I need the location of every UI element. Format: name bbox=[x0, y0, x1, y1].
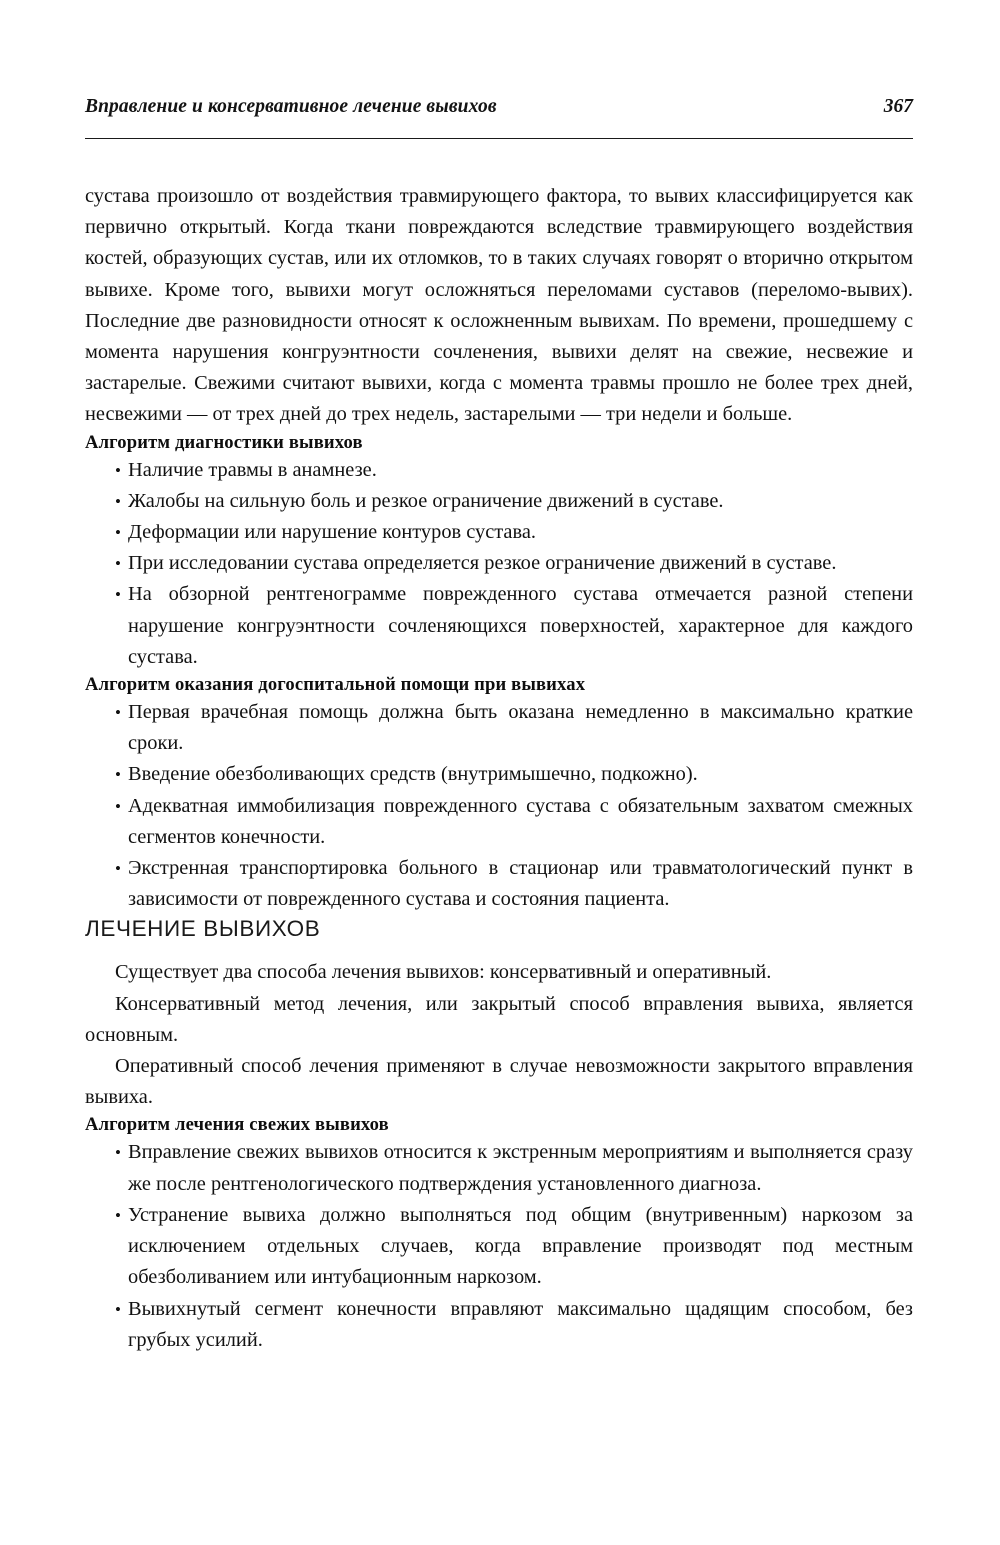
running-header-title: Вправление и консервативное лечение вывихов bbox=[85, 96, 497, 117]
treatment-paragraph: Оперативный способ лечения применяют в случае невозможности закрытого вправления вывиха. bbox=[85, 1055, 913, 1109]
heading-diagnostics-algorithm: Алгоритм диагностики вывихов bbox=[85, 431, 363, 453]
treatment-paragraphs bbox=[85, 957, 913, 1113]
treatment-paragraph: Консервативный метод лечения, или закрытый способ вправления вывиха, является основным. bbox=[85, 992, 913, 1046]
list-item: • Наличие травмы в анамнезе. bbox=[85, 455, 913, 486]
heading-prehospital-care-algorithm: Алгоритм оказания догоспитальной помощи при вывихах bbox=[85, 674, 586, 696]
heading-treatment-of-dislocations: ЛЕЧЕНИЕ ВЫВИХОВ bbox=[85, 916, 321, 942]
page-content bbox=[85, 0, 913, 1356]
opening-paragraph: сустава произошло от воздействия травмирующего фактора, то вывих классифицируется как первично открытый. Когда ткани повреждаются вследствие травмирующего воздействия костей, образующих сустав, или их отломков, то в таких случаях говорят о вторично открытом вывихе. Кроме того, вывихи могут осложняться переломами суставов (переломо-вывих). Последние две разновидности относят к осложненным вывихам. По времени, прошедшему с момента нарушения конгруэнтности сочленения, вывихи делят на свежие, несвежие и застарелые. Свежими считают вывихи, когда с момента травмы прошло не более трех дней, несвежими — от трех дней до трех недель, застарелыми — три недели и больше. bbox=[85, 185, 913, 426]
page-number: 367 bbox=[883, 96, 913, 117]
treatment-paragraph: Существует два способа лечения вывихов: консервативный и оперативный. bbox=[115, 961, 772, 984]
list-prehospital-care-algorithm bbox=[85, 697, 913, 915]
list-item: • Деформации или нарушение контуров сустава. bbox=[85, 517, 913, 548]
list-fresh-dislocations-treatment bbox=[85, 1137, 913, 1355]
running-header bbox=[85, 96, 913, 138]
list-item: • На обзорной рентгенограмме поврежденного сустава отмечается разной степени нарушение конгруэнтности сочленяющихся поверхностей, характерное для каждого сустава. bbox=[85, 579, 913, 673]
list-item: • Первая врачебная помощь должна быть оказана немедленно в максимально краткие сроки. bbox=[85, 697, 913, 759]
list-item: • Вправление свежих вывихов относится к экстренным мероприятиям и выполняется сразу же после рентгенологического подтверждения установленного диагноза. bbox=[85, 1137, 913, 1199]
list-item: • Экстренная транспортировка больного в стационар или травматологический пункт в зависимости от поврежденного сустава и состояния пациента. bbox=[85, 853, 913, 915]
list-diagnostics-algorithm bbox=[85, 455, 913, 673]
list-item: • Вывихнутый сегмент конечности вправляют максимально щадящим способом, без грубых усилий. bbox=[85, 1294, 913, 1356]
heading-fresh-dislocations-treatment-algorithm: Алгоритм лечения свежих вывихов bbox=[85, 1114, 389, 1136]
opening-paragraph-block bbox=[85, 181, 913, 431]
list-item: • Адекватная иммобилизация поврежденного сустава с обязательным захватом смежных сегментов конечности. bbox=[85, 791, 913, 853]
header-rule bbox=[85, 138, 913, 139]
list-item: • Жалобы на сильную боль и резкое ограничение движений в суставе. bbox=[85, 486, 913, 517]
list-item: • При исследовании сустава определяется резкое ограничение движений в суставе. bbox=[85, 548, 913, 579]
list-item: • Введение обезболивающих средств (внутримышечно, подкожно). bbox=[85, 759, 913, 790]
list-item: • Устранение вывиха должно выполняться под общим (внутривенным) наркозом за исключением отдельных случаев, когда вправление производят под местным обезболиванием или интубационным наркозом. bbox=[85, 1200, 913, 1294]
